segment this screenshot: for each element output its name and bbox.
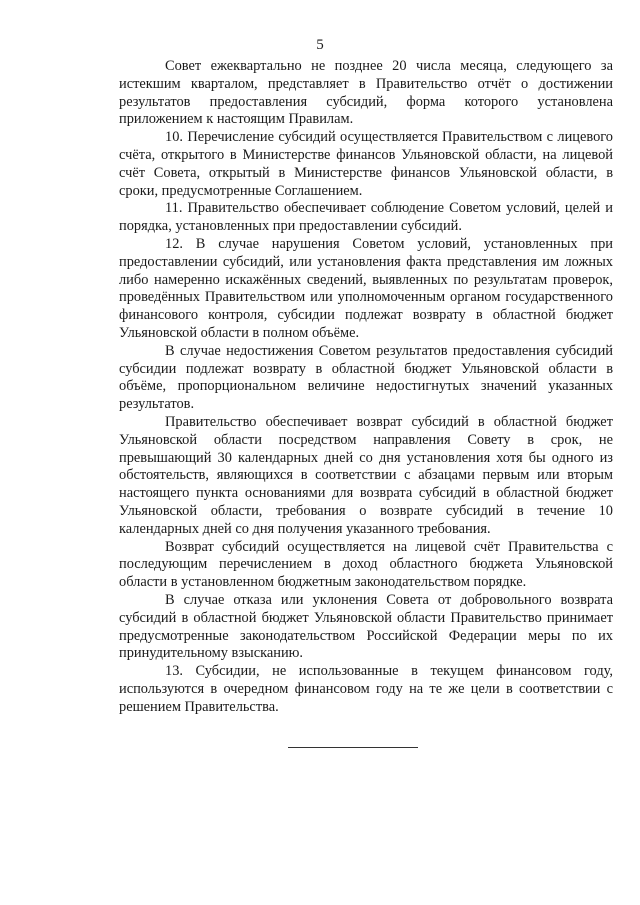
document-body (119, 58, 613, 716)
page-number: 5 (316, 37, 324, 53)
paragraph-12-underachievement: В случае недостижения Советом результатов предоставления субсидий субсидии подлежат возврату в областной бюджет Ульяновской области в объёме, пропорциональном величине недостигнутых значений указанных результатов. (119, 342, 613, 413)
paragraph-10-transfer: 10. Перечисление субсидий осуществляется Правительством с лицевого счёта, открытого в Министерстве финансов Ульяновской области, на лицевой счёт Совета, открытый в Министерстве финансов Ульяновской области, в сроки, предусмотренные Соглашением. (119, 129, 613, 199)
end-divider-line (288, 747, 418, 748)
paragraph-12-return-account: Возврат субсидий осуществляется на лицевой счёт Правительства с последующим перечислением в доход областного бюджета Ульяновской области в установленном бюджетным законодательством порядке. (119, 538, 613, 591)
paragraph-12-return-demand: Правительство обеспечивает возврат субсидий в областной бюджет Ульяновской области посредством направления Совету в срок, не превышающий 30 календарных дней со дня установления хотя бы одного из обстоятельств, являющихся в соответствии с абзацами первым или вторым настоящего пункта основаниями для возврата субсидий в областной бюджет Ульяновской области, требования о возврате субсидий в течение 10 календарных дней со дня получения указанного требования. (119, 413, 613, 537)
paragraph-11-compliance: 11. Правительство обеспечивает соблюдение Советом условий, целей и порядка, установленных при предоставлении субсидий. (119, 200, 613, 235)
paragraph-12-violation: 12. В случае нарушения Советом условий, установленных при предоставлении субсидий, или установления факта представления им ложных либо намеренно искажённых сведений, выявленных по результатам проверок, проведённых Правительством или уполномоченным органом государственного финансового контроля, субсидии подлежат возврату в областной бюджет Ульяновской области в полном объёме. (119, 235, 613, 341)
paragraph-13-unused: 13. Субсидии, не использованные в текущем финансовом году, используются в очередном финансовом году на те же цели в соответствии с решением Правительства. (119, 663, 613, 715)
paragraph-report: Совет ежеквартально не позднее 20 числа месяца, следующего за истекшим кварталом, представляет в Правительство отчёт о достижении результатов предоставления субсидий, форма которого установлена приложением к настоящим Правилам. (119, 58, 613, 128)
paragraph-12-refusal: В случае отказа или уклонения Совета от добровольного возврата субсидий в областной бюджет Ульяновской области Правительство принимает предусмотренные законодательством Российской Федерации меры по их принудительному взысканию. (119, 591, 613, 662)
